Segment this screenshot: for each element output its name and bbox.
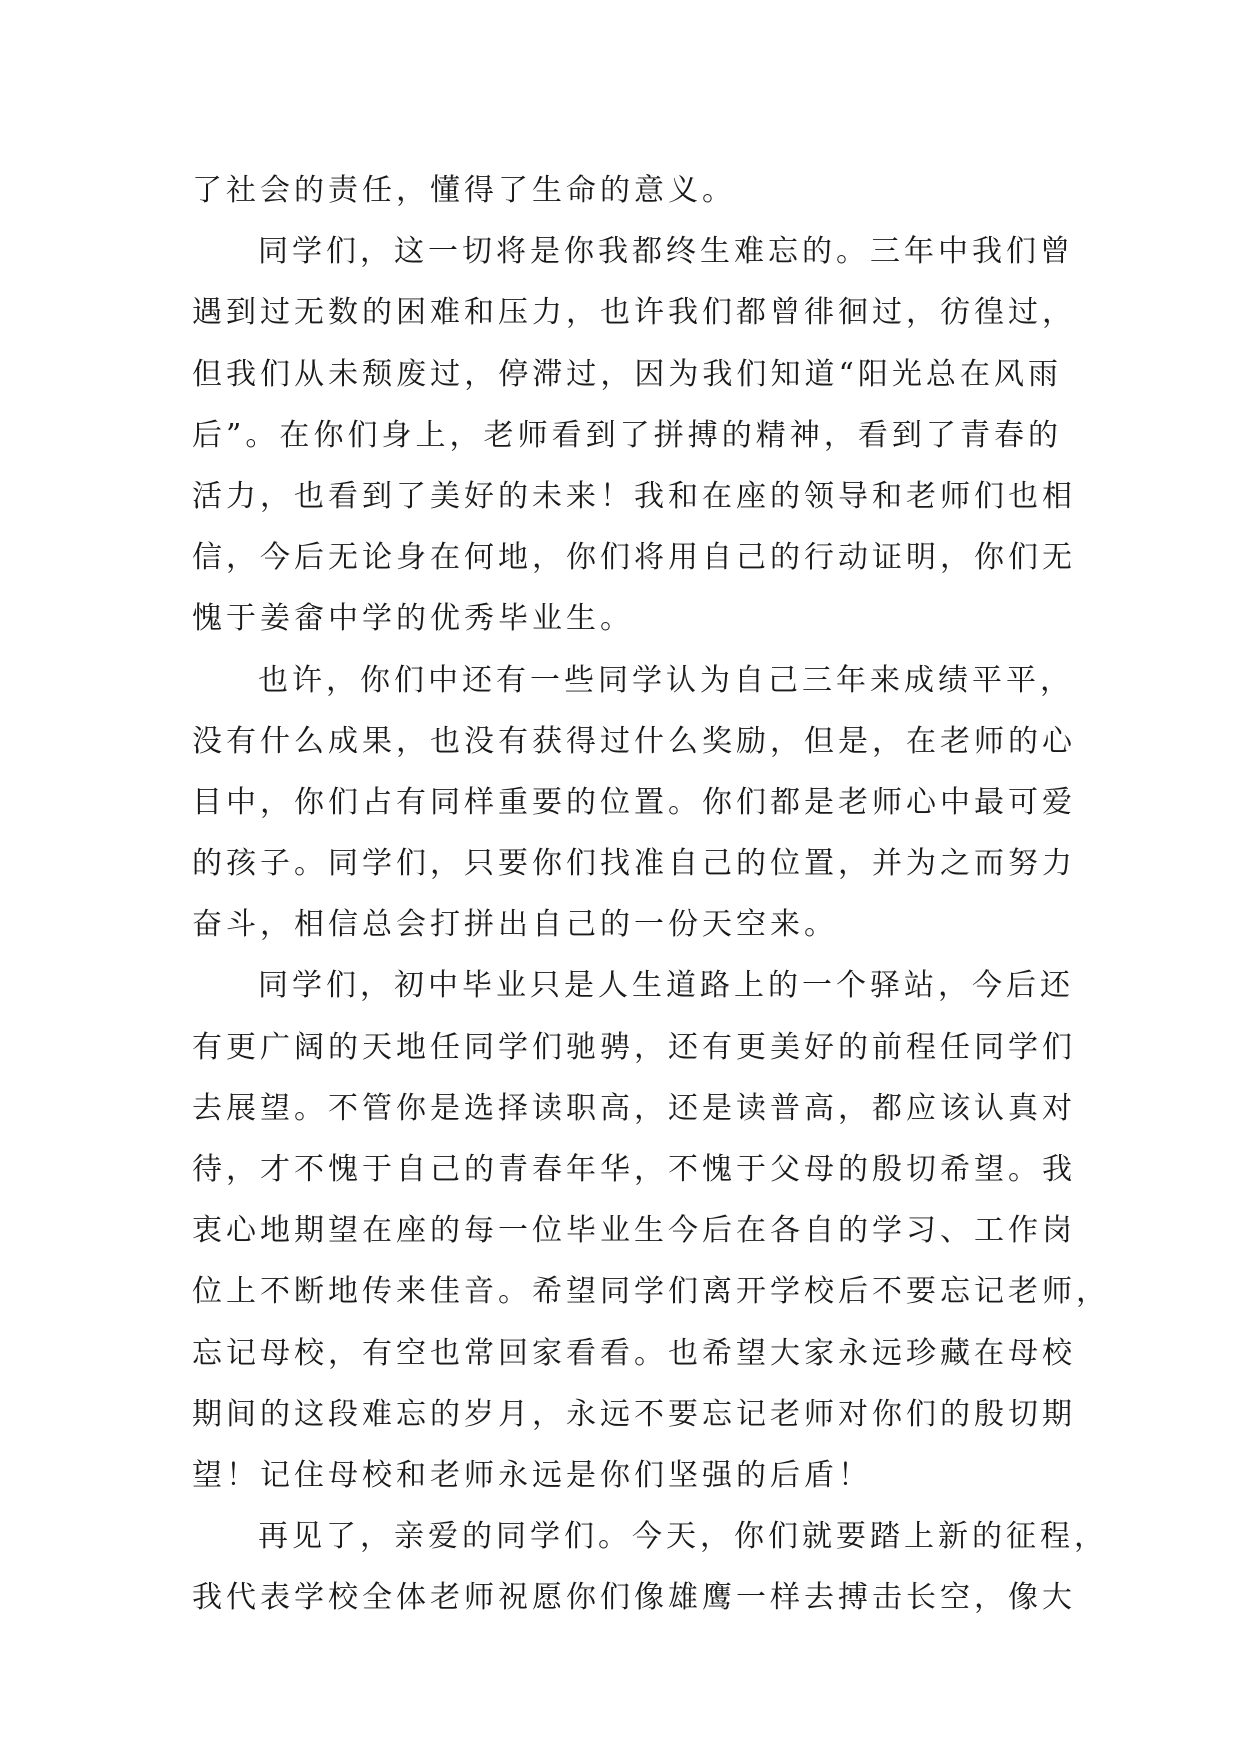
speech-text-body <box>192 160 1110 1629</box>
text-line: 忘记母校，有空也常回家看看。也希望大家永远珍藏在母校 <box>192 1335 1076 1371</box>
paragraph-start-line: 再见了，亲爱的同学们。今天，你们就要踏上新的征程， <box>258 1519 1108 1555</box>
text-line: 我代表学校全体老师祝愿你们像雄鹰一样去搏击长空，像大 <box>192 1580 1076 1616</box>
text-line: 的孩子。同学们，只要你们找准自己的位置，并为之而努力 <box>192 846 1076 882</box>
text-line: 位上不断地传来佳音。希望同学们离开学校后不要忘记老师， <box>192 1274 1110 1310</box>
text-line: 衷心地期望在座的每一位毕业生今后在各自的学习、工作岗 <box>192 1213 1076 1249</box>
text-line: 活力，也看到了美好的未来！我和在座的领导和老师们也相 <box>192 478 1076 514</box>
text-line: 期间的这段难忘的岁月，永远不要忘记老师对你们的殷切期 <box>192 1396 1076 1432</box>
paragraph-start-line: 也许，你们中还有一些同学认为自己三年来成绩平平， <box>258 662 1074 698</box>
text-line: 有更广阔的天地任同学们驰骋，还有更美好的前程任同学们 <box>192 1029 1076 1065</box>
text-line: 奋斗，相信总会打拼出自己的一份天空来。 <box>192 907 838 943</box>
text-line: 后”。在你们身上，老师看到了拼搏的精神，看到了青春的 <box>192 417 1062 453</box>
text-line: 没有什么成果，也没有获得过什么奖励，但是，在老师的心 <box>192 723 1076 759</box>
text-line: 去展望。不管你是选择读职高，还是读普高，都应该认真对 <box>192 1090 1076 1126</box>
text-line: 信，今后无论身在何地，你们将用自己的行动证明，你们无 <box>192 540 1076 576</box>
text-line: 遇到过无数的困难和压力，也许我们都曾徘徊过，彷徨过， <box>192 295 1076 331</box>
text-line: 望！记住母校和老师永远是你们坚强的后盾！ <box>192 1457 872 1493</box>
paragraph-start-line: 同学们，这一切将是你我都终生难忘的。三年中我们曾 <box>258 234 1074 270</box>
text-line: 待，才不愧于自己的青春年华，不愧于父母的殷切希望。我 <box>192 1152 1076 1187</box>
text-line: 愧于姜畲中学的优秀毕业生。 <box>192 601 634 637</box>
paragraph-start-line: 同学们，初中毕业只是人生道路上的一个驿站，今后还 <box>258 968 1074 1004</box>
text-line: 但我们从未颓废过，停滞过，因为我们知道“阳光总在风雨 <box>192 356 1062 392</box>
text-line: 目中，你们占有同样重要的位置。你们都是老师心中最可爱 <box>192 784 1076 820</box>
text-line: 了社会的责任，懂得了生命的意义。 <box>192 173 736 208</box>
